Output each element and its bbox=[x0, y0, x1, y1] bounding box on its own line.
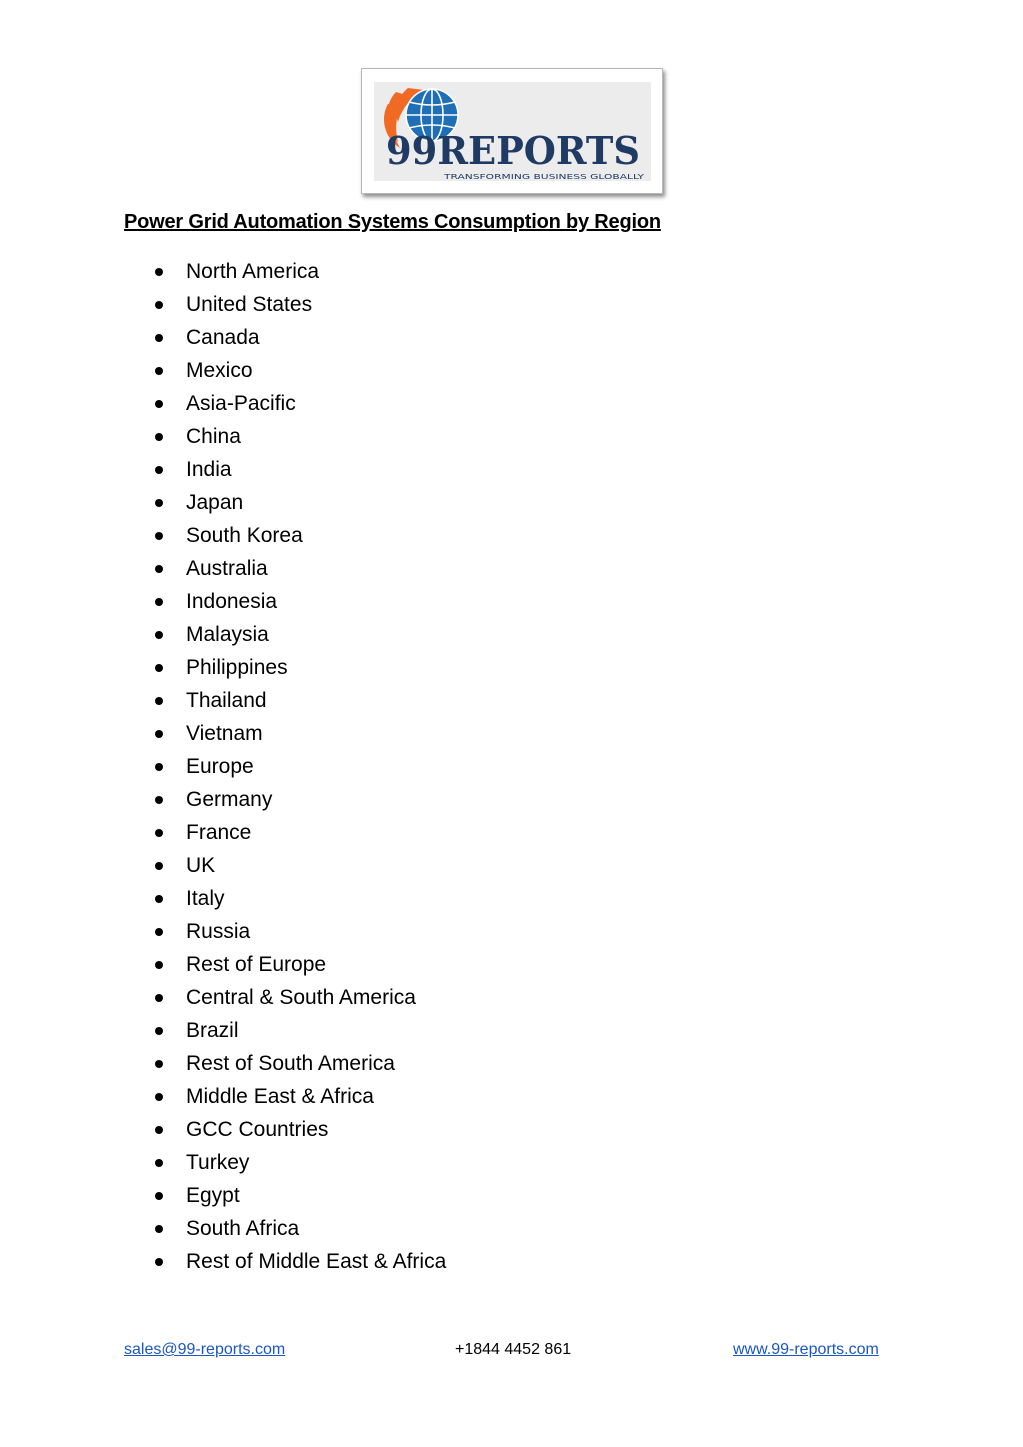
list-item bbox=[0, 519, 446, 552]
bullet-icon bbox=[155, 532, 163, 540]
list-item bbox=[0, 1113, 446, 1146]
region-label: Russia bbox=[186, 920, 251, 943]
list-item bbox=[0, 1047, 446, 1080]
bullet-icon bbox=[155, 895, 163, 903]
list-item bbox=[0, 1212, 446, 1245]
region-label: Japan bbox=[186, 491, 244, 514]
region-label: Egypt bbox=[186, 1184, 240, 1207]
list-item bbox=[0, 1080, 446, 1113]
bullet-icon bbox=[155, 763, 163, 771]
region-label: Rest of South America bbox=[186, 1052, 395, 1075]
list-item bbox=[0, 684, 446, 717]
bullet-icon bbox=[155, 499, 163, 507]
region-label: India bbox=[186, 458, 232, 481]
region-label: Germany bbox=[186, 788, 273, 811]
bullet-icon bbox=[155, 631, 163, 639]
region-label: Europe bbox=[186, 755, 254, 778]
list-item bbox=[0, 387, 446, 420]
svg-text:TRANSFORMING BUSINESS GLOBALLY: TRANSFORMING BUSINESS GLOBALLY bbox=[442, 173, 646, 181]
bullet-icon bbox=[155, 301, 163, 309]
region-label: South Korea bbox=[186, 524, 303, 547]
bullet-icon bbox=[155, 1027, 163, 1035]
region-label: South Africa bbox=[186, 1217, 300, 1240]
region-label: Brazil bbox=[186, 1019, 239, 1042]
region-label: Rest of Middle East & Africa bbox=[186, 1250, 447, 1273]
bullet-icon bbox=[155, 1060, 163, 1068]
list-item bbox=[0, 354, 446, 387]
region-label: Italy bbox=[186, 887, 225, 910]
list-item bbox=[0, 717, 446, 750]
region-label: China bbox=[186, 425, 241, 448]
bullet-icon bbox=[155, 268, 163, 276]
footer bbox=[0, 1341, 1023, 1363]
bullet-icon bbox=[155, 1225, 163, 1233]
bullet-icon bbox=[155, 961, 163, 969]
list-item bbox=[0, 1245, 446, 1278]
region-label: Thailand bbox=[186, 689, 267, 712]
region-label: Vietnam bbox=[186, 722, 263, 745]
list-item bbox=[0, 1014, 446, 1047]
region-label: Turkey bbox=[186, 1151, 250, 1174]
region-label: Central & South America bbox=[186, 986, 416, 1009]
region-label: Asia-Pacific bbox=[186, 392, 296, 415]
region-label: Rest of Europe bbox=[186, 953, 327, 976]
region-label: United States bbox=[186, 293, 313, 316]
svg-text:99REPORTS: 99REPORTS bbox=[386, 128, 640, 173]
list-item bbox=[0, 453, 446, 486]
region-label: Indonesia bbox=[186, 590, 278, 613]
list-item bbox=[0, 651, 446, 684]
list-item bbox=[0, 1179, 446, 1212]
bullet-icon bbox=[155, 829, 163, 837]
region-list bbox=[0, 255, 446, 1278]
bullet-icon bbox=[155, 1258, 163, 1266]
website-link[interactable]: www.99-reports.com bbox=[733, 1341, 879, 1358]
bullet-icon bbox=[155, 367, 163, 375]
list-item bbox=[0, 486, 446, 519]
bullet-icon bbox=[155, 730, 163, 738]
email-link[interactable]: sales@99-reports.com bbox=[124, 1341, 286, 1358]
bullet-icon bbox=[155, 928, 163, 936]
bullet-icon bbox=[155, 433, 163, 441]
bullet-icon bbox=[155, 862, 163, 870]
region-label: Canada bbox=[186, 326, 260, 349]
bullet-icon bbox=[155, 664, 163, 672]
bullet-icon bbox=[155, 334, 163, 342]
region-label: Philippines bbox=[186, 656, 288, 679]
list-item bbox=[0, 783, 446, 816]
globe-logo-icon bbox=[374, 82, 651, 181]
page-title: Power Grid Automation Systems Consumption by Region bbox=[124, 211, 661, 233]
bullet-icon bbox=[155, 1093, 163, 1101]
bullet-icon bbox=[155, 1192, 163, 1200]
logo bbox=[374, 82, 651, 181]
bullet-icon bbox=[155, 796, 163, 804]
list-item bbox=[0, 288, 446, 321]
region-label: France bbox=[186, 821, 252, 844]
bullet-icon bbox=[155, 565, 163, 573]
bullet-icon bbox=[155, 598, 163, 606]
region-label: GCC Countries bbox=[186, 1118, 329, 1141]
region-label: UK bbox=[186, 854, 216, 877]
list-item bbox=[0, 816, 446, 849]
list-item bbox=[0, 750, 446, 783]
list-item bbox=[0, 321, 446, 354]
list-item bbox=[0, 948, 446, 981]
list-item bbox=[0, 618, 446, 651]
bullet-icon bbox=[155, 466, 163, 474]
bullet-icon bbox=[155, 1126, 163, 1134]
region-label: Australia bbox=[186, 557, 268, 580]
list-item bbox=[0, 915, 446, 948]
list-item bbox=[0, 420, 446, 453]
bullet-icon bbox=[155, 994, 163, 1002]
bullet-icon bbox=[155, 1159, 163, 1167]
region-label: Mexico bbox=[186, 359, 253, 382]
region-label: North America bbox=[186, 260, 320, 283]
list-item bbox=[0, 1146, 446, 1179]
bullet-icon bbox=[155, 697, 163, 705]
region-label: Middle East & Africa bbox=[186, 1085, 374, 1108]
bullet-icon bbox=[155, 400, 163, 408]
list-item bbox=[0, 981, 446, 1014]
list-item bbox=[0, 849, 446, 882]
list-item bbox=[0, 882, 446, 915]
region-label: Malaysia bbox=[186, 623, 269, 646]
list-item bbox=[0, 255, 446, 288]
phone-number: +1844 4452 861 bbox=[455, 1341, 572, 1358]
logo-frame bbox=[361, 68, 663, 194]
list-item bbox=[0, 585, 446, 618]
list-item bbox=[0, 552, 446, 585]
